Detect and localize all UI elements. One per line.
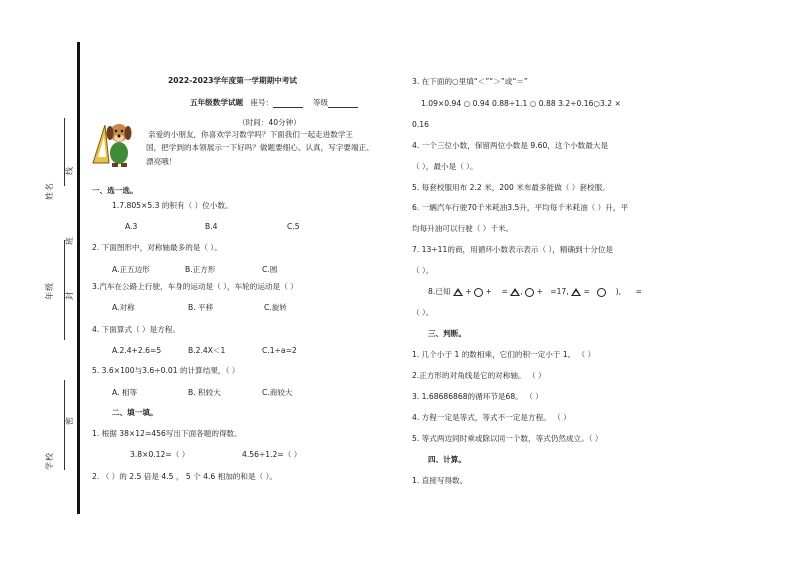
calc-1-text: 1. 直接写得数。	[412, 476, 468, 485]
r7-text[interactable]: 7. 13÷11的商，用循环小数表示表示（ ），精确到十分位是	[412, 245, 614, 254]
r5-text[interactable]: 5. 每套校服用布 2.2 米，200 米布最多能做（ ）套校服。	[412, 183, 610, 192]
r4-text-2[interactable]: （ ），最小是（ ）。	[412, 162, 478, 171]
section-1-heading: 一、选一选。	[92, 186, 138, 195]
margin-class-label: 班	[65, 236, 74, 245]
margin-dash-line	[64, 240, 65, 340]
q4-option-b[interactable]: B.2.4X＜1	[188, 346, 226, 355]
header-line	[190, 98, 358, 108]
q4-option-c[interactable]: C.1÷a=2	[262, 346, 297, 355]
seat-label: 座号：	[250, 98, 274, 107]
r8-equals-2: =	[583, 287, 590, 296]
q1-option-a[interactable]: A.3	[125, 222, 138, 231]
margin-grade-label: 年级	[45, 282, 54, 300]
intro-line-1: 亲爱的小朋友，你喜欢学习数学吗？下面我们一起走进数学王	[148, 130, 354, 139]
grade-blank[interactable]	[328, 99, 358, 108]
r3-compare-line[interactable]: 1.09×0.94 ○ 0.94 0.88÷1.1 ○ 0.88 3.2÷0.16○3.2 ×	[421, 99, 621, 108]
margin-dash-line	[64, 118, 65, 186]
margin-school-label: 学校	[45, 452, 54, 470]
r3-compare-line-2: 0.16	[412, 120, 429, 129]
q5-option-b[interactable]: B. 积较大	[188, 388, 221, 397]
margin-xian: 线	[65, 166, 74, 175]
fill-2-text[interactable]: 2. （ ）的 2.5 倍是 4.5 ， 5 个 4.6 相加的和是（ ）。	[92, 472, 277, 481]
q1-text: 1.7.805×5.3 的积有（ ）位小数。	[112, 201, 233, 210]
q4-option-a[interactable]: A.2.4+2.6=5	[112, 346, 162, 355]
r4-text: 4. 一个三位小数，保留两位小数是 9.60，这个小数最大是	[412, 141, 609, 150]
r8-equation: 8.已知 + + = , + =17, = ), =	[428, 287, 643, 296]
r8-known: 8.已知	[428, 287, 451, 296]
margin-mi: 密	[65, 416, 74, 425]
circle-icon	[597, 288, 606, 297]
margin-feng: 封	[65, 291, 74, 300]
exam-title: 2022-2023学年度第一学期期中考试	[168, 76, 297, 85]
judge-5[interactable]: 5. 等式两边同时乘或除以同一个数，等式仍然成立。（ ）	[412, 434, 603, 443]
q3-option-a[interactable]: A.对称	[112, 303, 135, 312]
r6-text[interactable]: 6. 一辆汽车行驶70千米耗油3.5升，平均每千米耗油（ ）升，平	[412, 203, 629, 212]
section-4-heading: 四、计算。	[428, 455, 466, 464]
fill-1-text: 1. 根据 38×12=456写出下面各题的得数。	[92, 429, 242, 438]
section-2-heading: 二、填一填。	[112, 408, 158, 417]
r3-text: 3. 在下面的○里填“＜”“＞”或“＝”	[412, 77, 528, 86]
circle-icon	[474, 288, 483, 297]
q3-option-b[interactable]: B. 平移	[188, 303, 214, 312]
intro-line-2: 国，把学到的本领展示一下好吗？做题要细心、认真，写字要端正、	[146, 143, 374, 152]
q2-text: 2. 下面图形中，对称轴最多的是（ ）。	[92, 243, 222, 252]
r8-plus-2: +	[485, 287, 492, 296]
binding-line	[77, 42, 80, 514]
q2-option-a[interactable]: A.正五边形	[112, 265, 150, 274]
triangle-icon	[453, 288, 463, 296]
r8-equals-1: =	[501, 287, 508, 296]
q3-text: 3.汽车在公路上行驶，车身的运动是（ ），车轮的运动是（ ）	[92, 282, 298, 291]
q1-option-b[interactable]: B.4	[205, 222, 218, 231]
q4-text: 4. 下面算式（ ）是方程。	[92, 325, 181, 334]
q5-option-a[interactable]: A. 相等	[112, 388, 138, 397]
q2-option-b[interactable]: B.正方形	[185, 265, 216, 274]
q5-option-c[interactable]: C.商较大	[262, 388, 293, 397]
q3-option-c[interactable]: C.旋转	[264, 303, 287, 312]
exam-subtitle: 五年级数学试题	[190, 98, 244, 107]
time-note: （时间：40分钟）	[238, 118, 301, 127]
r6-text-2[interactable]: 均每升油可以行驶（ ）千米。	[412, 224, 514, 233]
q5-text: 5. 3.6×100与3.6÷0.01 的计算结果，（ ）	[92, 366, 240, 375]
dog-mascot-icon	[91, 117, 137, 169]
r8-answer[interactable]: （ ）。	[412, 308, 434, 317]
fill-1-a[interactable]: 3.8×0.12=（ ）	[130, 450, 190, 459]
q1-option-c[interactable]: C.5	[287, 222, 300, 231]
r8-close: ),	[615, 287, 622, 296]
q2-option-c[interactable]: C.圆	[262, 265, 278, 274]
grade-label: 等级	[312, 98, 329, 107]
margin-dash-line	[64, 380, 65, 470]
seat-blank[interactable]	[273, 99, 303, 108]
judge-4[interactable]: 4. 方程一定是等式，等式不一定是方程。 （ ）	[412, 413, 571, 422]
section-3-heading: 三、判断。	[428, 329, 466, 338]
judge-2[interactable]: 2.正方形的对角线是它的对称轴。 （ ）	[412, 371, 546, 380]
circle-icon	[525, 288, 534, 297]
judge-3[interactable]: 3. 1.68686868的循环节是68。 （ ）	[412, 392, 543, 401]
r8-plus-1: +	[465, 287, 472, 296]
r8-sum: =17,	[550, 287, 569, 296]
triangle-icon	[571, 288, 581, 296]
intro-line-3: 漂亮哦！	[146, 157, 177, 166]
r8-plus-3: +	[536, 287, 543, 296]
margin-name-label: 姓名	[45, 182, 54, 200]
r7-text-2[interactable]: （ ）。	[412, 266, 434, 275]
r8-equals-3: =	[635, 287, 643, 296]
triangle-icon	[510, 288, 520, 296]
judge-1[interactable]: 1. 几个小于 1 的数相乘，它们的积一定小于 1。 （ ）	[412, 350, 596, 359]
fill-1-b[interactable]: 4.56÷1.2=（ ）	[242, 450, 302, 459]
